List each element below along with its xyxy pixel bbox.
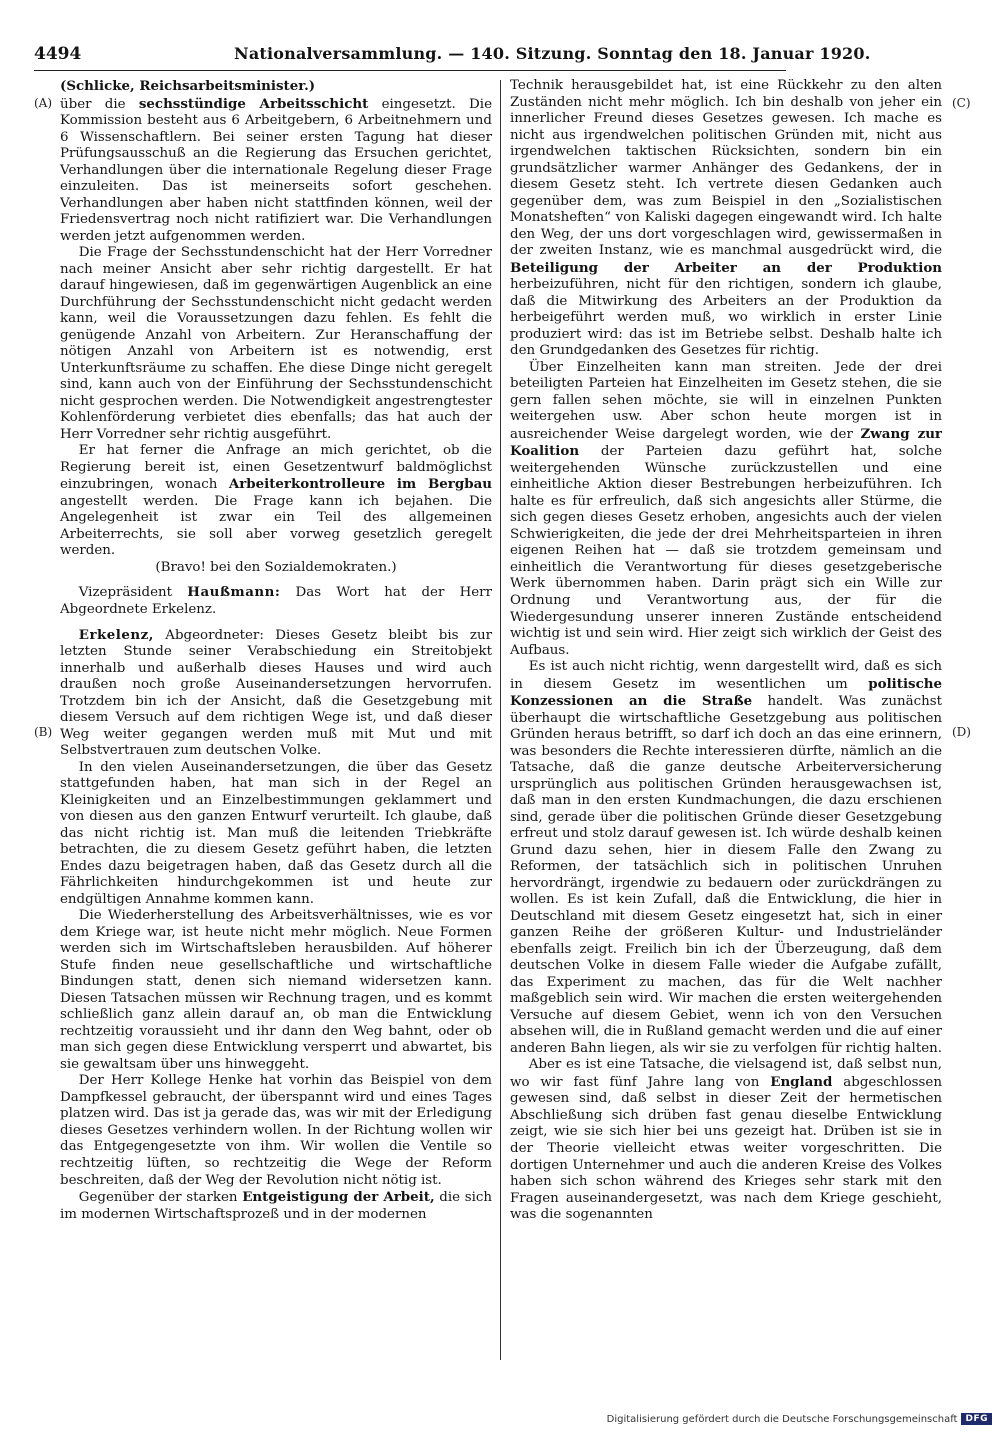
paragraph: Der Herr Kollege Henke hat vorhin das Beispiel von dem Dampfkessel gebraucht, der überspannt wird und eines Tages platzen wird. Das ist ja gerade das, was wir mit der Erledigung dieses Gesetzes verhindern wollen. In der Richtung wollen wir das Entgegengesetzte von ihm. Wir wollen die Ventile so rechtzeitig lüften, so rechtzeitig die Wege der Reform beschreiten, daß der Weg der Revolution nicht nötig ist. bbox=[60, 1073, 492, 1188]
paragraph: Aber es ist eine Tatsache, die vielsagend ist, daß selbst nun, wo wir fast fünf Jahre lang von England abgeschlossen gewesen sind, daß selbst in dieser Zeit der hermetischen Abschließung sich drüben fast genau dieselbe Entwicklung zeigt, wie sie sich hier bei uns gezeigt hat. Drüben ist sie in der Theorie vielleicht etwas weiter vorgeschritten. Die dortigen Unternehmer und auch die anderen Kreise des Volkes haben sich schon während des Krieges sehr stark mit den Fragen auseinandergesetzt, was nach dem Kriege geschieht, was die sogenannten bbox=[510, 1057, 942, 1223]
margin-marker-b: (B) bbox=[34, 725, 53, 739]
margin-marker-d: (D) bbox=[952, 725, 971, 739]
paragraph: Er hat ferner die Anfrage an mich gerichtet, ob die Regierung bereit ist, einen Gesetzentwurf baldmöglichst einzubringen, wonach Arbeiterkontrolleure im Bergbau angestellt werden. Die Frage kann ich bejahen. Die Angelegenheit ist zwar ein Teil des allgemeinen Arbeiterrechts, sie soll aber vorweg gesetzlich geregelt werden. bbox=[60, 443, 492, 559]
column-divider bbox=[500, 80, 501, 1360]
paragraph: In den vielen Auseinandersetzungen, die über das Gesetz stattgefunden haben, hat man sich in der Regel an Kleinigkeiten und an Einzelbestimmungen geklammert und von diesen aus den ganzen Entwurf verurteilt. Ich glaube, daß das nicht richtig ist. Man muß die leitenden Triebkräfte betrachten, die zu diesem Gesetz geführt haben, die letzten Endes dazu beigetragen haben, daß das Gesetz durch all die Fährlichkeiten hindurchgekommen ist und heute zur endgültigen Annahme kommen kann. bbox=[60, 759, 492, 907]
margin-marker-c: (C) bbox=[952, 96, 971, 110]
right-column bbox=[510, 78, 942, 1224]
left-column bbox=[60, 78, 492, 1223]
paragraph: Die Frage der Sechsstundenschicht hat der Herr Vorredner nach meiner Ansicht aber sehr richtig dargestellt. Er hat darauf hingewiesen, daß im gegenwärtigen Augenblick an eine Durchführung der Sechsstundenschicht nicht gedacht werden kann, weil die Voraussetzungen dazu fehlen. Es fehlt die genügende Anzahl von Arbeitern. Zur Heranschaffung der nötigen Anzahl von Arbeitern ist es notwendig, erst Unterkunftsräume zu schaffen. Ehe diese Dinge nicht geregelt sind, kann auch von der Einführung der Sechsstundenschicht nicht gesprochen werden. Die Notwendigkeit angestrengtester Kohlenförderung verbietet dies ebenfalls; das hat auch der Herr Vorredner sehr richtig ausgeführt. bbox=[60, 245, 492, 442]
footer-text: Digitalisierung gefördert durch die Deutsche Forschungsgemeinschaft bbox=[606, 1413, 958, 1425]
running-title: Nationalversammlung. — 140. Sitzung. Sonntag den 18. Januar 1920. bbox=[234, 44, 871, 63]
paragraph: über die sechsstündige Arbeitsschicht eingesetzt. Die Kommission besteht aus 6 Arbeitgebern, 6 Arbeitnehmern und 6 Wissenschaftlern. Bei seiner ersten Tagung hat dieser Prüfungsausschuß an die Regierung das Ersuchen gerichtet, Verhandlungen über die internationale Regelung dieser Frage einzuleiten. Das ist meinerseits sofort geschehen. Verhandlungen aber haben nicht stattfinden können, weil der Friedensvertrag noch nicht ratifiziert war. Die Verhandlungen werden jetzt aufgenommen werden. bbox=[60, 95, 492, 244]
digitization-footer bbox=[607, 1410, 992, 1428]
paragraph: Es ist auch nicht richtig, wenn dargestellt wird, daß es sich in diesem Gesetz im wesentlichen um politische Konzessionen an die Straße handelt. Was zunächst überhaupt die wirtschaftliche Gesetzgebung aus politischen Gründen heraus betrifft, so darf ich doch an das eine erinnern, was besonders die Rechte interessieren dürfte, nämlich an die Tatsache, daß die ganze deutsche Arbeiterversicherung ursprünglich aus politischen Gründen herausgewachsen ist, daß man in den ersten Kundmachungen, die dazu erschienen sind, gerade über die politischen Gründe dieser Gesetzgebung erfreut und stolz darauf gewesen ist. Ich würde deshalb keinen Grund dazu sehen, hier in diesem Falle den Zwang zu Reformen, der tatsächlich sich in politischen Unruhen hervordrängt, irgendwie zu bedauern oder zurückdrängen zu wollen. Es ist kein Zufall, daß die Entwicklung, die hier in Deutschland mit diesem Gesetz eingesetzt hat, sich in einer ganzen Reihe der größeren Kultur- und Industrieländer ebenfalls zeigt. Freilich bin ich der Überzeugung, daß dem deutschen Volke in diesem Falle wieder die Aufgabe zufällt, das Experiment zu machen, das für die Welt nachher maßgeblich sein wird. Wir machen die ersten weitergehenden Versuche auf diesem Gebiet, wenn ich von den Versuchen absehen will, die in Rußland gemacht werden und die auf einer anderen Bahn liegen, als wir sie zu verfolgen für richtig halten. bbox=[510, 659, 943, 1056]
speech-opening: Erkelenz, Abgeordneter: Dieses Gesetz bleibt bis zur letzten Stunde seiner Verabschiedung ein Streitobjekt innerhalb und außerhalb dieses Hauses und wird auch draußen noch große Auseinandersetzungen hervorrufen. Trotzdem bin ich der Ansicht, daß die Gesetzgebung mit diesem Versuch auf dem richtigen Wege ist, und daß dieser Weg weiter gegangen werden muß mit Mut und mit Selbstvertrauen zum deutschen Volke. bbox=[60, 626, 492, 759]
applause-note: (Bravo! bei den Sozialdemokraten.) bbox=[155, 559, 397, 575]
page-header bbox=[34, 44, 871, 71]
paragraph: Gegenüber der starken Entgeistigung der Arbeit, die sich im modernen Wirtschaftsprozeß und in der modernen bbox=[60, 1189, 492, 1222]
margin-marker-a: (A) bbox=[34, 96, 53, 110]
page-number: 4494 bbox=[34, 44, 82, 64]
paragraph: Technik herausgebildet hat, ist eine Rückkehr zu den alten Zuständen nicht mehr möglich. Ich bin deshalb von jeher ein innerlicher Freund dieses Gesetzes gewesen. Ich mache es nicht aus irgendwelchen politischen Gründen mit, nicht aus irgendwelchen taktischen Rücksichten, sondern bin ein grundsätzlicher warmer Anhänger des Gedankens, der in diesem Gesetz steht. Ich vertrete diesen Gedanken auch gegenüber dem, was zum Beispiel in den „Sozialistischen Monatsheften“ von Kaliski dagegen eingewandt wird. Ich halte den Weg, der uns dort vorgeschlagen wird, gewissermaßen in der zweiten Instanz, wie es manchmal ausgedrückt wird, die Beteiligung der Arbeiter an der Produktion herbeizuführen, nicht für den richtigen, sondern ich glaube, daß die Mitwirkung des Arbeiters an der Produktion da herbeigeführt werden muß, wo wirklich in erster Linie produziert wird: das ist im Betriebe selbst. Deshalb halte ich den Grundgedanken des Gesetzes für richtig. bbox=[510, 78, 942, 359]
chair-statement: Vizepräsident Haußmann: Das Wort hat der Herr Abgeordnete Erkelenz. bbox=[60, 584, 492, 617]
paragraph: Die Wiederherstellung des Arbeitsverhältnisses, wie es vor dem Kriege war, ist heute nicht mehr möglich. Neue Formen werden sich im Wirtschaftsleben herausbilden. Auf höherer Stufe finden neue gesellschaftliche und wirtschaftliche Bindungen statt, denen sich niemand widersetzen kann. Diesen Tatsachen müssen wir Rechnung tragen, und es kommt schließlich ganz allein darauf an, ob man die Entwicklung rechtzeitig voraussieht und ihr dann den Weg bahnt, oder ob man sich gegen diese Entwicklung versperrt und abwartet, bis sie gewaltsam über uns hinweggeht. bbox=[60, 908, 492, 1072]
paragraph: Über Einzelheiten kann man streiten. Jede der drei beteiligten Parteien hat Einzelheiten im Gesetz stehen, die sie gern fallen sehen möchte, sie will in einzelnen Punkten weitergehen usw. Aber schon heute morgen ist in ausreichender Weise dargelegt worden, wie der Zwang zur Koalition der Parteien dazu geführt hat, solche weitergehenden Wünsche zurückzustellen und eine einheitliche Aktion dieser Bestrebungen herbeizuführen. Ich halte es für erfreulich, daß sich angesichts aller Stürme, die sich gegen dieses Gesetz erhoben, angesichts auch der vielen Schwierigkeiten, die jede der drei Mehrheitsparteien in ihren eigenen Reihen hat — daß sie trotzdem gemeinsam und einheitlich die Verantwortung für dieses gesetzgeberische Werk übernommen haben. Darin prägt sich ein Wille zur Ordnung und Verantwortung aus, der für die Wiedergesundung unserer inneren Zustände entscheidend wichtig ist und sein wird. Hier zeigt sich wirklich der Geist des Aufbaus. bbox=[510, 359, 942, 658]
dfg-logo: DFG bbox=[961, 1413, 992, 1425]
speaker-label: (Schlicke, Reichsarbeitsminister.) bbox=[60, 78, 316, 94]
